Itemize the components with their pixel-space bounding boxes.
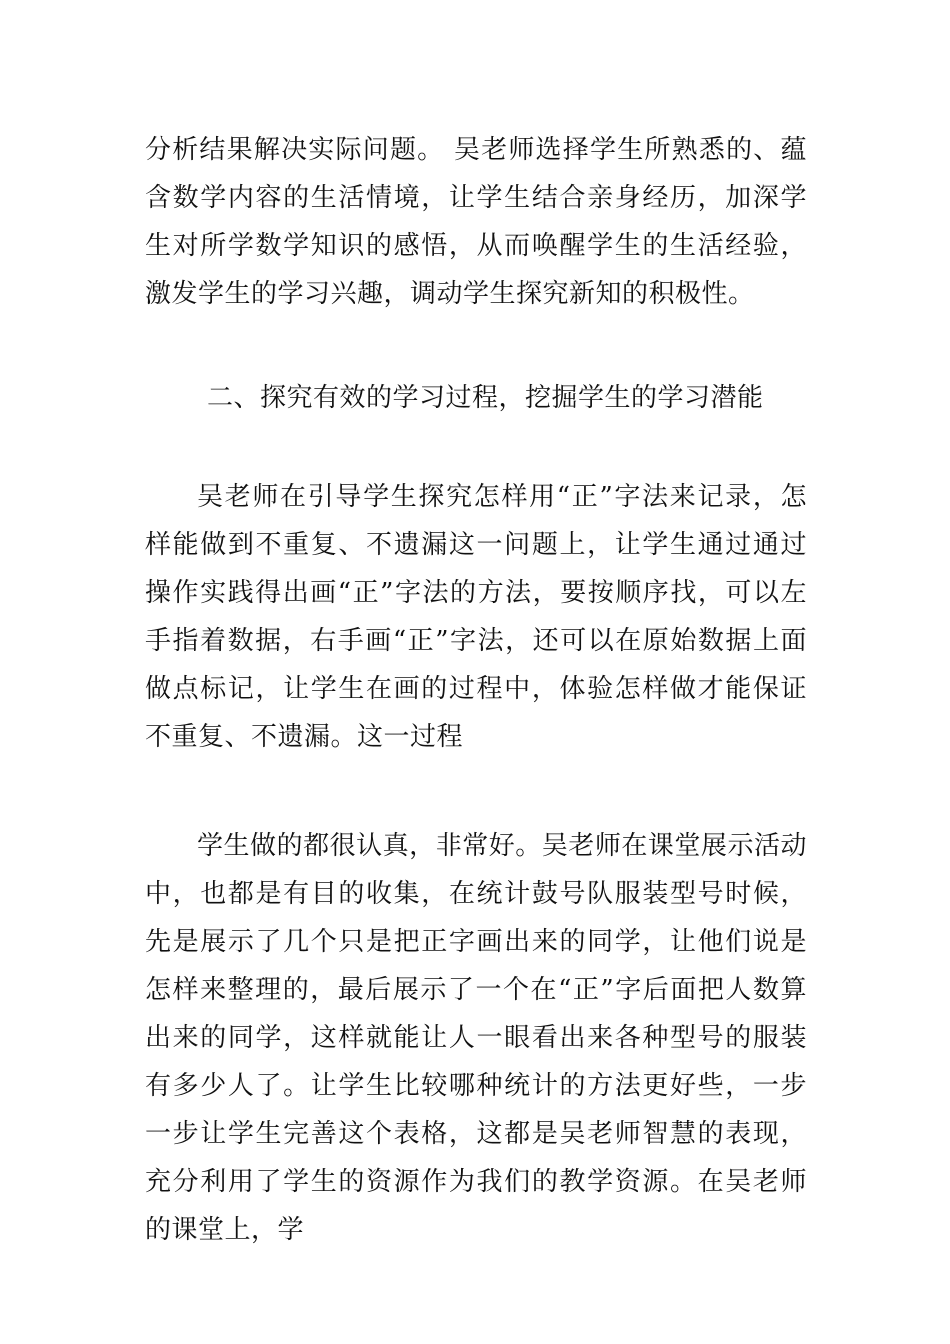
paragraph: 学生做的都很认真，非常好。吴老师在课堂展示活动中，也都是有目的收集，在统计鼓号队服装型号时候，先是展示了几个只是把正字画出来的同学，让他们说是怎样来整理的，最后展示了一个在“正”字后面把人数算出来的同学，这样就能让人一眼看出来各种型号的服装有多少人了。让学生比较哪种统计的方法更好些，一步一步让学生完善这个表格，这都是吴老师智慧的表现，充分利用了学生的资源作为我们的教学资源。在吴老师的课堂上，学 bbox=[145, 831, 807, 1245]
paragraph-continuation: 分析结果解决实际问题。 吴老师选择学生所熟悉的、蕴含数学内容的生活情境，让学生结合亲身经历，加深学生对所学数学知识的感悟，从而唤醒学生的生活经验，激发学生的学习兴趣，调动学生探究新知的积极性。 bbox=[145, 135, 807, 309]
paragraph: 吴老师在引导学生探究怎样用“正”字法来记录，怎样能做到不重复、不遗漏这一问题上，让学生通过通过操作实践得出画“正”字法的方法，要按顺序找，可以左手指着数据，右手画“正”字法，还可以在原始数据上面做点标记，让学生在画的过程中，体验怎样做才能保证不重复、不遗漏。这一过程 bbox=[145, 482, 807, 752]
section-heading: 二、探究有效的学习过程，挖掘学生的学习潜能 bbox=[207, 383, 764, 413]
